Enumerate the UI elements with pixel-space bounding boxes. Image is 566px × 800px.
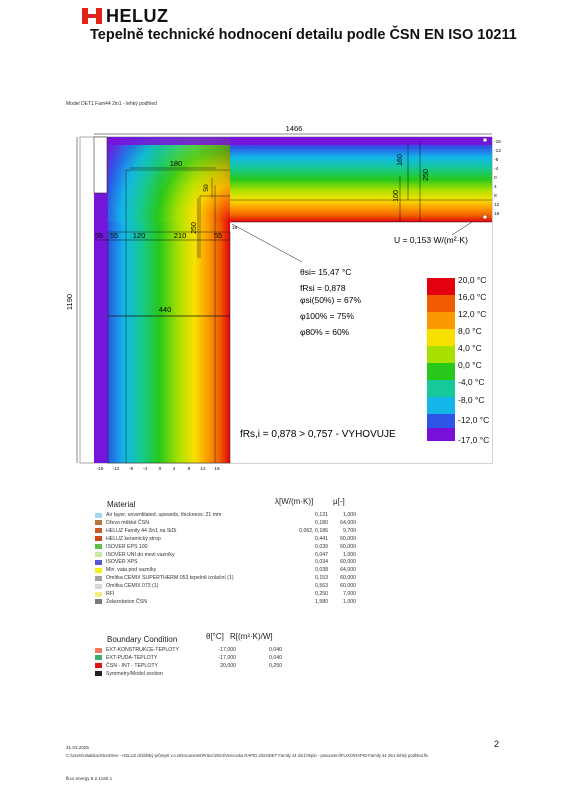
material-row xyxy=(95,575,356,581)
dim-width: 1466 xyxy=(285,124,303,133)
svg-text:12: 12 xyxy=(494,203,500,208)
material-name: Omítka CEMIX SUPERTHERM 053 tepelně izolační (1) xyxy=(106,575,234,582)
thermal-diagram xyxy=(60,118,510,478)
boundary-theta: -17,000 xyxy=(218,654,236,661)
legend-swatch-3 xyxy=(427,329,455,346)
svg-text:8: 8 xyxy=(187,467,191,472)
critical-point-label: 16 xyxy=(232,226,238,231)
phi-100: φ100% = 75% xyxy=(300,311,354,321)
material-name: ISOVER EPS 100 xyxy=(106,543,148,550)
dim-440: 440 xyxy=(158,305,172,314)
legend-swatch-9 xyxy=(427,428,455,441)
svg-text:-12: -12 xyxy=(494,149,501,154)
phi-50: φsi(50%) = 67% xyxy=(300,295,362,305)
boundary-row xyxy=(95,647,282,653)
material-lambda: 0,034 xyxy=(315,559,328,566)
page-title: Tepelně technické hodnocení detailu podle ČSN EN ISO 10211 xyxy=(90,27,517,43)
material-swatch xyxy=(95,552,102,557)
dim-160: 160 xyxy=(397,154,404,166)
material-name: ISOVER XPS xyxy=(106,559,138,566)
material-mu: 1,000 xyxy=(343,512,356,518)
boundary-row xyxy=(95,655,282,661)
material-mu: 1,000 xyxy=(343,598,356,605)
phi-80: φ80% = 60% xyxy=(300,327,350,337)
material-swatch xyxy=(95,544,102,549)
boundary-row xyxy=(95,663,282,669)
material-lambda: 0,062, 0,186 xyxy=(299,527,328,534)
svg-text:-16: -16 xyxy=(494,140,501,145)
dim-55-b: 55 xyxy=(110,233,118,240)
legend-label-3: 8,0 °C xyxy=(458,326,482,336)
material-swatch xyxy=(95,536,102,541)
material-mu: 60,000 xyxy=(340,559,356,566)
svg-text:16: 16 xyxy=(494,212,500,217)
material-row xyxy=(95,528,356,534)
corner-zone xyxy=(94,137,230,222)
legend-swatch-6 xyxy=(427,380,455,397)
dim-120: 120 xyxy=(132,231,146,240)
dim-height: 1190 xyxy=(65,293,74,311)
svg-text:16: 16 xyxy=(214,467,220,472)
svg-text:-4: -4 xyxy=(494,167,499,172)
legend-label-9: -17,0 °C xyxy=(458,435,490,445)
boundary-swatch xyxy=(95,648,102,653)
material-mu: 60,000 xyxy=(340,575,356,582)
material-swatch xyxy=(95,592,102,597)
attic-notch xyxy=(94,137,107,193)
boundary-theta: 20,000 xyxy=(220,662,236,669)
legend-label-4: 4,0 °C xyxy=(458,343,482,353)
material-row xyxy=(95,536,356,542)
materials-table xyxy=(95,512,355,612)
boundary-table xyxy=(95,647,295,677)
material-lambda: 0,441 xyxy=(315,535,328,542)
svg-text:-4: -4 xyxy=(142,467,148,472)
svg-text:-12: -12 xyxy=(112,467,120,472)
boundary-theta: -17,000 xyxy=(218,647,236,653)
temperature-legend xyxy=(427,275,489,445)
material-name: HELUZ keramický strop xyxy=(106,535,161,542)
legend-swatch-7 xyxy=(427,397,455,414)
footer-software: flixo energy 8.2.1180.1 xyxy=(66,776,113,781)
material-lambda: 0,047 xyxy=(315,551,328,558)
dim-100: 100 xyxy=(393,190,400,202)
legend-swatch-4 xyxy=(427,346,455,363)
material-row xyxy=(95,544,356,550)
legend-swatch-2 xyxy=(427,312,455,329)
material-row xyxy=(95,567,356,573)
material-swatch xyxy=(95,576,102,581)
lambda-header: λ[W/(m·K)] xyxy=(275,497,314,506)
material-row xyxy=(95,559,356,565)
boundary-r: 0,040 xyxy=(269,654,282,661)
material-lambda: 0,039 xyxy=(315,543,328,550)
material-mu: 60,000 xyxy=(340,535,356,542)
bottom-boundary-ticks xyxy=(97,466,220,472)
dim-50: 50 xyxy=(203,184,210,192)
verdict: fRs,i = 0,878 > 0,757 - VYHOVUJE xyxy=(240,429,396,440)
material-swatch xyxy=(95,513,102,518)
boundary-row xyxy=(95,671,282,677)
boundary-swatch xyxy=(95,655,102,660)
legend-label-5: 0,0 °C xyxy=(458,360,482,370)
dim-55-c: 55 xyxy=(213,231,223,240)
theta-si: θsi= 15,47 °C xyxy=(300,267,352,277)
svg-text:0: 0 xyxy=(158,467,162,472)
material-name: RFI xyxy=(106,591,115,597)
legend-label-6: -4,0 °C xyxy=(458,377,485,387)
material-lambda: 1,580 xyxy=(315,598,328,605)
material-mu: 1,000 xyxy=(343,551,356,558)
material-lambda: 0,153 xyxy=(315,575,328,582)
svg-text:4: 4 xyxy=(494,185,497,190)
material-mu: 60,000 xyxy=(340,583,356,590)
material-row xyxy=(95,552,356,558)
material-mu: 9,700 xyxy=(343,527,356,534)
boundary-name: EXT-KONSTRUKCE-TEPLOTY xyxy=(106,647,179,653)
material-name: Dřevo měkké ČSN xyxy=(106,519,149,526)
heluz-logo xyxy=(82,7,169,25)
material-lambda: 0,180 xyxy=(315,519,328,526)
material-swatch xyxy=(95,568,102,573)
page-number: 2 xyxy=(494,739,500,749)
material-mu: 64,000 xyxy=(340,519,356,526)
legend-label-7: -8,0 °C xyxy=(458,395,485,405)
svg-text:8: 8 xyxy=(494,194,497,199)
boundary-header: Boundary Condition xyxy=(107,635,178,644)
material-lambda: 0,038 xyxy=(315,567,328,574)
svg-text:0: 0 xyxy=(494,176,497,181)
legend-label-2: 12,0 °C xyxy=(458,309,487,319)
svg-text:-16: -16 xyxy=(96,467,104,472)
material-name: Air layer, unventilated, upwards, thickness: 21 mm xyxy=(106,512,222,518)
material-row xyxy=(95,512,356,518)
top-cold-band xyxy=(94,137,492,145)
material-row xyxy=(95,520,356,526)
material-swatch xyxy=(95,599,102,604)
ceiling-section xyxy=(230,137,492,222)
boundary-r: 0,040 xyxy=(269,647,282,653)
boundary-name: Symmetry/Model section xyxy=(106,670,163,677)
f-rsi: fRsi = 0,878 xyxy=(300,283,346,293)
dim-55-a: 55 xyxy=(95,233,103,240)
heluz-logo-icon xyxy=(82,8,102,24)
material-name: Železobeton ČSN xyxy=(106,598,147,605)
material-row xyxy=(95,591,356,597)
material-name: Omítka CEMIX 073 (1) xyxy=(106,583,159,590)
svg-text:-8: -8 xyxy=(128,467,134,472)
boundary-r: 0,250 xyxy=(269,662,282,669)
footer-path: C:\Users\mlatislav\OneDrive - HELUZ cihlářský průmysl v.o.s\Documents\Práce\2024\Vencovka RAPID 2024\DET Family 44 2in1\Teplo - posouzení\FLIXO\RAPID-Family 44 2in1-lehký podhled.flx xyxy=(66,753,429,758)
materials-header: Material xyxy=(107,500,136,509)
material-lambda: 0,131 xyxy=(315,512,328,518)
legend-swatch-1 xyxy=(427,295,455,312)
legend-label-1: 16,0 °C xyxy=(458,292,487,302)
material-swatch xyxy=(95,584,102,589)
material-row xyxy=(95,583,356,589)
material-swatch xyxy=(95,528,102,533)
boundary-swatch xyxy=(95,663,102,668)
material-mu: 7,000 xyxy=(343,591,356,597)
footer-date: 31.03.2025 xyxy=(66,745,89,750)
mu-header: μ[-] xyxy=(333,497,345,506)
material-lambda: 0,250 xyxy=(315,591,328,597)
r-header: R[(m²·K)/W] xyxy=(230,632,273,641)
material-mu: 64,000 xyxy=(340,567,356,574)
boundary-name: EXT-PUDA-TEPLOTY xyxy=(106,654,158,661)
legend-swatch-0 xyxy=(427,278,455,295)
legend-swatch-5 xyxy=(427,363,455,380)
material-swatch xyxy=(95,560,102,565)
legend-swatch-8 xyxy=(427,414,455,428)
material-row xyxy=(95,599,356,605)
svg-text:12: 12 xyxy=(200,467,206,472)
material-lambda: 0,563 xyxy=(315,583,328,590)
dim-250-left: 250 xyxy=(191,222,198,234)
boundary-name: ČSN - INT - TEPLOTY xyxy=(106,662,158,669)
theta-header: θ[°C] xyxy=(206,632,224,641)
material-mu: 60,000 xyxy=(340,543,356,550)
dim-250-right: 250 xyxy=(423,169,430,181)
dim-180: 180 xyxy=(169,159,183,168)
dim-210: 210 xyxy=(173,231,187,240)
svg-text:4: 4 xyxy=(172,467,176,472)
model-label: Model DET1 Fam44 2in1 - lehký podhled xyxy=(66,101,157,107)
material-name: HELUZ Family 44 2in1 na SiDi xyxy=(106,527,177,534)
u-value: U = 0,153 W/(m²·K) xyxy=(394,235,468,245)
material-swatch xyxy=(95,520,102,525)
svg-text:-8: -8 xyxy=(494,158,499,163)
legend-label-8: -12,0 °C xyxy=(458,415,490,425)
legend-label-0: 20,0 °C xyxy=(458,275,487,285)
logo-text: HELUZ xyxy=(106,5,169,26)
material-name: ISOVER UNI do mezi vazníky xyxy=(106,551,175,558)
boundary-swatch xyxy=(95,671,102,676)
material-name: Min. vata pod vazníky xyxy=(106,567,157,574)
